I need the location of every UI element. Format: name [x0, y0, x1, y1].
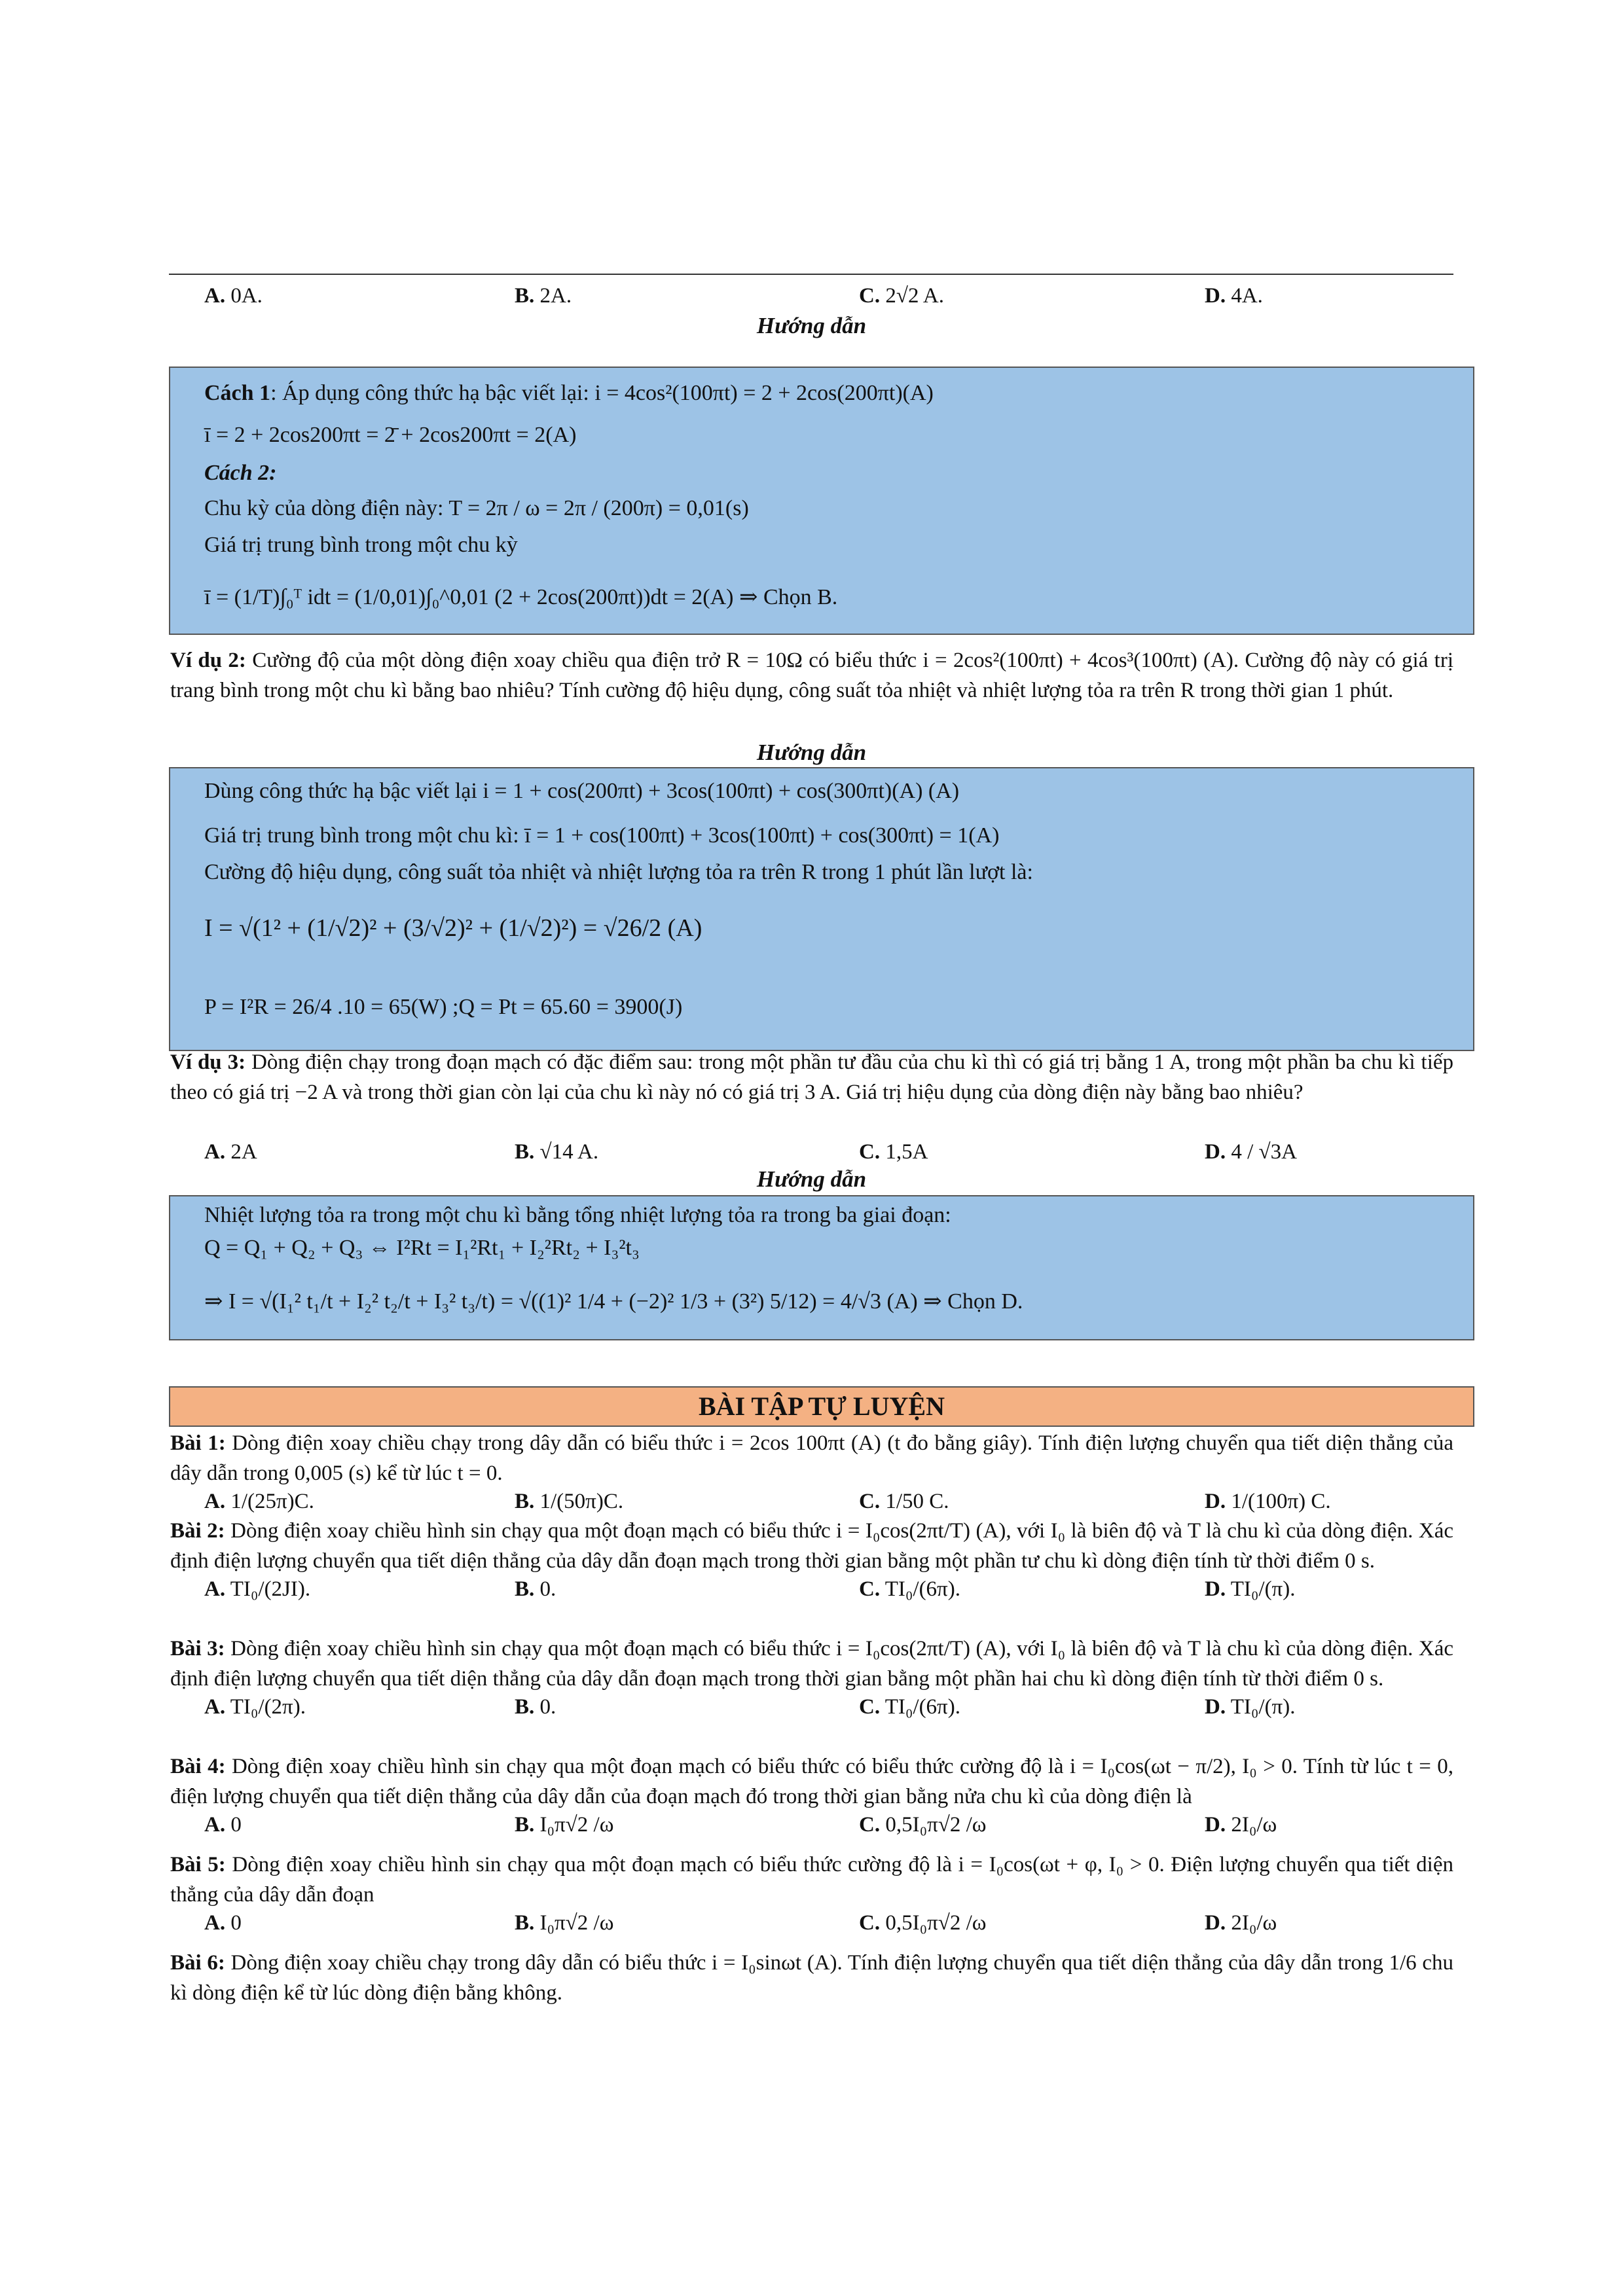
- ex3-option-b: B. √14 A.: [515, 1140, 599, 1164]
- ex2-sol-line3: Cường độ hiệu dụng, công suất tỏa nhiệt và nhiệt lượng tỏa ra trên R trong 1 phút lần lượt là:: [204, 860, 1033, 884]
- ex3-sol-line3: ⇒ I = √(I₁² t₁/t + I₂² t₂/t + I₃² t₃/t) = √((1)² 1/4 + (−2)² 1/3 + (3²) 5/12) = 4/√3 (A) ⇒ Chọn D.: [204, 1289, 1023, 1314]
- average-text: Giá trị trung bình trong một chu kỳ: [204, 533, 518, 557]
- exercise-text: Dòng điện xoay chiều hình sin chạy qua một đoạn mạch có biểu thức i = I₀cos(2πt/T) (A), với I₀ là biên độ và T là chu kì của dòng điện. Xác định điện lượng chuyển qua tiết diện thẳng của dây dẫn đoạn mạch trong thời gian bằng một phần tư chu kì dòng điện tính từ thời điểm 0 s.: [170, 1519, 1453, 1573]
- period-line: Chu kỳ của dòng điện này: T = 2π / ω = 2π / (200π) = 0,01(s): [204, 496, 749, 520]
- option-d: D. TI₀/(π).: [1205, 1577, 1296, 1601]
- option-c: C. 1/50 C.: [859, 1490, 949, 1513]
- ex3-solution-box: [169, 1195, 1474, 1340]
- ex1-option-a: A. 0A.: [204, 284, 263, 308]
- exercise-text: Dòng điện xoay chiều hình sin chạy qua một đoạn mạch có biểu thức có biểu thức cường độ là i = I₀cos(ωt − π/2), I₀ > 0. Tính từ lúc t = 0, điện lượng chuyển qua tiết diện thẳng của dây dẫn của đoạn mạch đó trong thời gian bằng nửa chu kì của dòng điện là: [170, 1755, 1453, 1808]
- exercise-label: Bài 1:: [170, 1431, 226, 1455]
- average-formula: ī = (1/T)∫₀ᵀ idt = (1/0,01)∫₀^0,01 (2 + 2cos(200πt))dt = 2(A) ⇒ Chọn B.: [204, 585, 838, 609]
- option-a: A. TI₀/(2π).: [204, 1695, 306, 1719]
- exercise-5: [170, 1850, 1453, 1910]
- exercise-3: [170, 1634, 1453, 1694]
- option-b: B. I₀π√2 /ω: [515, 1911, 614, 1935]
- exercise-label: Bài 6:: [170, 1951, 225, 1975]
- option-b: B. I₀π√2 /ω: [515, 1813, 614, 1837]
- ex2-question: Ví dụ 2: Cường độ của một dòng điện xoay chiều qua điện trở R = 10Ω có biểu thức i = 2cos²(100πt) + 4cos³(100πt) (A). Cường độ này có giá trị trang bình trong một chu kì bằng bao nhiêu? Tính cường độ hiệu dụng, công suất tỏa nhiệt và nhiệt lượng tỏa ra trên R trong thời gian 1 phút.: [170, 649, 1454, 702]
- exercise-4: [170, 1751, 1453, 1812]
- method1-line: Cách 1: Áp dụng công thức hạ bậc viết lại: i = 4cos²(100πt) = 2 + 2cos(200πt)(A): [204, 381, 934, 405]
- ex3-question: Ví dụ 3: Dòng điện chạy trong đoạn mạch có đặc điểm sau: trong một phần tư đầu của chu kì thì có giá trị bằng 1 A, trong một phần ba chu kì tiếp theo có giá trị −2 A và trong thời gian còn lại của chu kì này nó có giá trị 3 A. Giá trị hiệu dụng của dòng điện này bằng bao nhiêu?: [170, 1050, 1454, 1104]
- option-c: C. 0,5I₀π√2 /ω: [859, 1813, 987, 1837]
- ex2-sol-line1: Dùng công thức hạ bậc viết lại i = 1 + cos(200πt) + 3cos(100πt) + cos(300πt)(A) (A): [204, 779, 960, 803]
- option-b: B. 0.: [515, 1695, 556, 1719]
- ex3-option-d: D. 4 / √3A: [1205, 1140, 1297, 1164]
- ex3-option-c: C. 1,5A: [859, 1140, 928, 1164]
- ex1-option-c: C. 2√2 A.: [859, 284, 944, 308]
- ex2-sol-line5: P = I²R = 26/4 .10 = 65(W) ;Q = Pt = 65.60 = 3900(J): [204, 995, 683, 1019]
- exercise-1: [170, 1428, 1453, 1488]
- option-d: D. TI₀/(π).: [1205, 1695, 1296, 1719]
- exercise-label: Bài 3:: [170, 1637, 225, 1660]
- exercise-6: [170, 1948, 1453, 2008]
- exercise-label: Bài 2:: [170, 1519, 225, 1543]
- option-b: B. 0.: [515, 1577, 556, 1601]
- exercise-text: Dòng điện xoay chiều hình sin chạy qua một đoạn mạch có biểu thức cường độ là i = I₀cos(ωt + φ, I₀ > 0. Điện lượng chuyển qua tiết diện thẳng của dây dẫn đoạn: [170, 1853, 1453, 1907]
- section-banner: BÀI TẬP TỰ LUYỆN: [169, 1386, 1474, 1427]
- exercise-text: Dòng điện xoay chiều chạy trong dây dẫn có biểu thức i = 2cos 100πt (A) (t đo bằng giây). Tính điện lượng chuyển qua tiết diện thẳng của dây dẫn trong 0,005 (s) kể từ lúc t = 0.: [170, 1431, 1453, 1485]
- exercise-text: Dòng điện xoay chiều chạy trong dây dẫn có biểu thức i = I₀sinωt (A). Tính điện lượng chuyển qua tiết diện thẳng của dây dẫn trong 1/6 chu kì dòng điện kể từ lúc dòng điện bằng không.: [170, 1951, 1454, 2005]
- ex3-sol-line2: Q = Q₁ + Q₂ + Q₃ ⇔ I²Rt = I₁²Rt₁ + I₂²Rt₂ + I₃²t₃: [204, 1236, 640, 1260]
- ex2-sol-line4: I = √(1² + (1/√2)² + (3/√2)² + (1/√2)²) = √26/2 (A): [204, 914, 702, 942]
- option-c: C. TI₀/(6π).: [859, 1695, 960, 1719]
- option-a: A. TI₀/(2JI).: [204, 1577, 311, 1601]
- exercise-label: Bài 5:: [170, 1853, 226, 1876]
- ex3-sol-line1: Nhiệt lượng tỏa ra trong một chu kì bằng tổng nhiệt lượng tỏa ra trong ba giai đoạn:: [204, 1203, 951, 1227]
- option-c: C. 0,5I₀π√2 /ω: [859, 1911, 987, 1935]
- header-rule: [169, 274, 1453, 275]
- option-b: B. 1/(50π)C.: [515, 1490, 624, 1513]
- ex1-option-d: D. 4A.: [1205, 284, 1263, 308]
- ex1-option-b: B. 2A.: [515, 284, 572, 308]
- exercise-label: Bài 4:: [170, 1755, 226, 1778]
- option-a: A. 0: [204, 1911, 242, 1935]
- exercise-text: Dòng điện xoay chiều hình sin chạy qua một đoạn mạch có biểu thức i = I₀cos(2πt/T) (A), với I₀ là biên độ và T là chu kì của dòng điện. Xác định điện lượng chuyển qua tiết diện thẳng của dây dẫn đoạn mạch trong thời gian bằng một phần hai chu kì dòng điện tính từ thời điểm 0 s.: [170, 1637, 1453, 1691]
- option-d: D. 2I₀/ω: [1205, 1911, 1277, 1935]
- ex1-solution-box: [169, 367, 1474, 635]
- option-d: D. 2I₀/ω: [1205, 1813, 1277, 1837]
- option-d: D. 1/(100π) C.: [1205, 1490, 1331, 1513]
- method1-average: ī = 2 + 2cos200πt = 2̄ + 2cos200πt = 2(A): [204, 423, 577, 447]
- guide-title-1: Hướng dẫn: [756, 313, 867, 338]
- option-c: C. TI₀/(6π).: [859, 1577, 960, 1601]
- option-a: A. 0: [204, 1813, 242, 1837]
- method2-label: Cách 2:: [204, 461, 277, 485]
- ex2-solution-box: [169, 767, 1474, 1051]
- ex3-option-a: A. 2A: [204, 1140, 257, 1164]
- ex2-sol-line2: Giá trị trung bình trong một chu kì: ī = 1 + cos(100πt) + 3cos(100πt) + cos(300πt) = 1(A): [204, 823, 1000, 848]
- guide-title-3: Hướng dẫn: [756, 1166, 867, 1192]
- exercise-2: [170, 1516, 1453, 1576]
- guide-title-2: Hướng dẫn: [756, 740, 867, 765]
- option-a: A. 1/(25π)C.: [204, 1490, 314, 1513]
